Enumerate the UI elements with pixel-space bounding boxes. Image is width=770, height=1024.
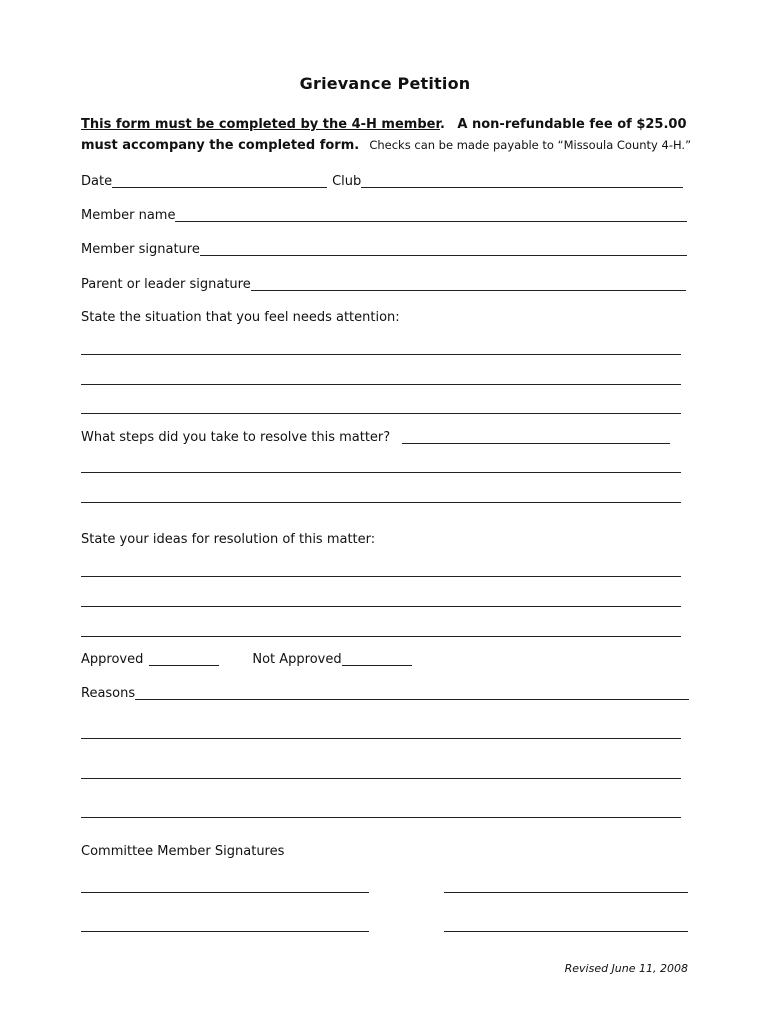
intro-line-1 — [81, 117, 701, 132]
ideas-line-1[interactable] — [81, 576, 681, 577]
member-signature-label: Member signature — [81, 242, 200, 257]
committee-signature-3[interactable] — [81, 931, 369, 932]
steps-line-2[interactable] — [81, 502, 681, 503]
approved-field[interactable] — [149, 652, 219, 666]
approval-row — [81, 650, 412, 668]
reasons-row — [81, 684, 689, 702]
intro-line-2 — [81, 138, 701, 153]
reasons-field[interactable] — [135, 686, 689, 700]
parent-signature-field[interactable] — [251, 277, 686, 291]
committee-signature-4[interactable] — [444, 931, 688, 932]
steps-label: What steps did you take to resolve this matter? — [81, 430, 391, 445]
member-name-label: Member name — [81, 208, 176, 223]
date-label: Date — [81, 174, 113, 189]
intro-checks-note: Checks can be made payable to “Missoula County 4-H.” — [369, 138, 692, 152]
steps-field[interactable] — [402, 430, 670, 444]
member-name-row — [81, 206, 687, 224]
situation-line-2[interactable] — [81, 384, 681, 385]
committee-label: Committee Member Signatures — [81, 844, 285, 859]
parent-signature-row — [81, 275, 686, 293]
reasons-line-1[interactable] — [81, 738, 681, 739]
reasons-label: Reasons — [81, 686, 136, 701]
club-field[interactable] — [361, 174, 683, 188]
intro-requirement: This form must be completed by the 4-H member — [81, 117, 441, 132]
committee-signature-2[interactable] — [444, 892, 688, 893]
revision-date: Revised June 11, 2008 — [564, 962, 688, 975]
date-field[interactable] — [112, 174, 327, 188]
member-signature-field[interactable] — [200, 242, 687, 256]
intro-fee: A non-refundable fee of $25.00 — [457, 117, 687, 132]
intro-period: . — [440, 117, 445, 132]
committee-signature-1[interactable] — [81, 892, 369, 893]
intro-accompany: must accompany the completed form. — [81, 138, 360, 153]
steps-line-1[interactable] — [81, 472, 681, 473]
ideas-line-3[interactable] — [81, 636, 681, 637]
date-club-row — [81, 172, 683, 190]
reasons-line-2[interactable] — [81, 778, 681, 779]
approved-label: Approved — [81, 652, 144, 667]
situation-line-3[interactable] — [81, 413, 681, 414]
ideas-line-2[interactable] — [81, 606, 681, 607]
parent-signature-label: Parent or leader signature — [81, 277, 251, 292]
not-approved-label: Not Approved — [252, 652, 342, 667]
steps-row — [81, 428, 670, 446]
member-name-field[interactable] — [175, 208, 687, 222]
situation-label: State the situation that you feel needs attention: — [81, 310, 400, 325]
ideas-label: State your ideas for resolution of this matter: — [81, 532, 376, 547]
situation-line-1[interactable] — [81, 354, 681, 355]
club-label: Club — [332, 174, 362, 189]
form-title: Grievance Petition — [299, 74, 471, 93]
reasons-line-3[interactable] — [81, 817, 681, 818]
not-approved-field[interactable] — [342, 652, 412, 666]
member-signature-row — [81, 240, 687, 258]
